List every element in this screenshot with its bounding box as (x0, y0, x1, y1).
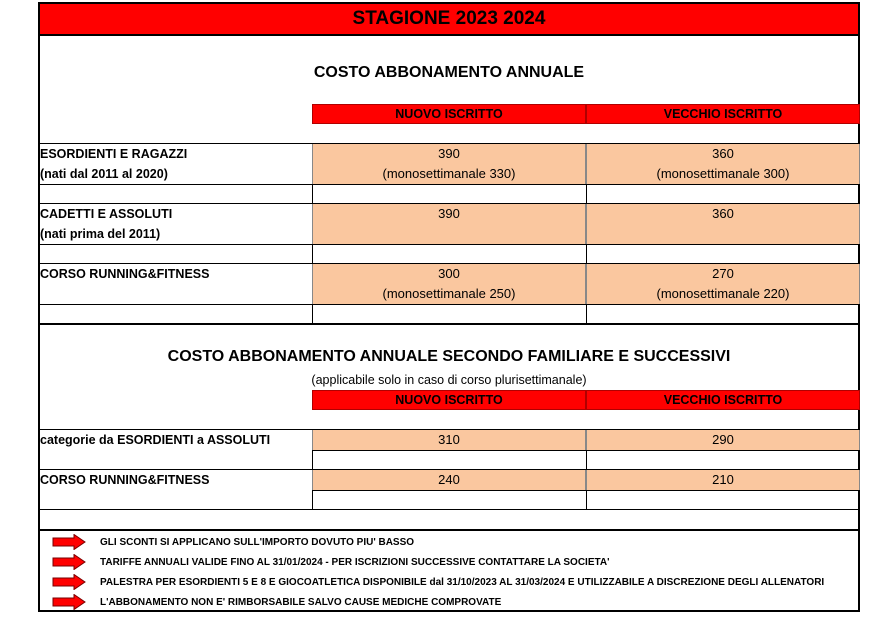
row2-new-cell (312, 204, 586, 244)
row-divider (38, 244, 860, 245)
row2-label-sub: (nati prima del 2011) (40, 227, 161, 241)
row3-old-mono: (monosettimanale 220) (656, 286, 790, 301)
row1-old-cell (586, 144, 860, 184)
section2-header-old: VECCHIO ISCRITTO (586, 390, 860, 410)
section2-title: COSTO ABBONAMENTO ANNUALE SECONDO FAMILIARE E SUCCESSIVI (167, 348, 731, 365)
cell-divider (586, 244, 587, 264)
note-row (52, 573, 824, 591)
note-text: GLI SCONTI SI APPLICANO SULL'IMPORTO DOVUTO PIU' BASSO (100, 536, 415, 548)
cell-divider (586, 184, 587, 204)
row1-new-mono: (monosettimanale 330) (382, 166, 516, 181)
cell-divider (586, 450, 587, 469)
cell-divider (586, 490, 587, 509)
section2-note: (applicabile solo in caso di corso plurisettimanale) (311, 373, 587, 387)
row-divider (38, 184, 860, 185)
cell-divider (312, 184, 313, 204)
row-divider (38, 509, 860, 510)
cell-divider (312, 490, 313, 509)
section1-header-old: VECCHIO ISCRITTO (586, 104, 860, 124)
row2-old-cell (586, 204, 860, 244)
note-text: TARIFFE ANNUALI VALIDE FINO AL 31/01/2024 - PER ISCRIZIONI SUCCESSIVE CONTATTARE LA SOCIETA' (100, 556, 610, 568)
row3-new-cell (312, 264, 586, 304)
red-arrow-icon (52, 534, 86, 550)
row2-old-price: 360 (712, 206, 734, 221)
section1-header-new: NUOVO ISCRITTO (312, 104, 586, 124)
row3-new-price: 300 (438, 266, 460, 281)
row1-new-cell (312, 144, 586, 184)
s2-row2-old-cell: 210 (586, 470, 860, 490)
row3-label (40, 264, 209, 284)
section-divider (38, 323, 860, 325)
s2-row1-old-cell: 290 (586, 430, 860, 450)
red-arrow-icon (52, 574, 86, 590)
cell-divider (586, 304, 587, 323)
cell-divider (312, 450, 313, 469)
row2-new-price: 390 (438, 206, 460, 221)
row1-new-price: 390 (438, 146, 460, 161)
row2-label (40, 204, 172, 244)
row1-label-sub: (nati dal 2011 al 2020) (40, 167, 168, 181)
cell-divider (312, 304, 313, 323)
row3-old-cell (586, 264, 860, 304)
red-arrow-icon (52, 554, 86, 570)
section-divider (38, 529, 860, 531)
s2-row2-label: CORSO RUNNING&FITNESS (40, 473, 210, 487)
note-row (52, 553, 609, 571)
row1-old-price: 360 (712, 146, 734, 161)
season-title: STAGIONE 2023 2024 (38, 2, 860, 36)
section2-header-new: NUOVO ISCRITTO (312, 390, 586, 410)
price-sheet (38, 0, 860, 612)
s2-row1-new-cell: 310 (312, 430, 586, 450)
row-divider (38, 304, 860, 305)
row2-label-main: CADETTI E ASSOLUTI (40, 207, 173, 221)
s2-row2-new-cell: 240 (312, 470, 586, 490)
red-arrow-icon (52, 594, 86, 610)
row1-old-mono: (monosettimanale 300) (656, 166, 790, 181)
note-text: PALESTRA PER ESORDIENTI 5 E 8 E GIOCOATLETICA DISPONIBILE dal 31/10/2023 AL 31/03/2024 E UTILIZZABILE A DISCREZIONE DEGLI ALLENATORI (100, 576, 825, 588)
row3-old-price: 270 (712, 266, 734, 281)
row3-new-mono: (monosettimanale 250) (382, 286, 516, 301)
note-row (52, 533, 414, 551)
row1-label (40, 144, 187, 184)
row1-label-main: ESORDIENTI E RAGAZZI (40, 147, 188, 161)
note-row (52, 593, 501, 611)
row3-label-main: CORSO RUNNING&FITNESS (40, 267, 210, 281)
note-text: L'ABBONAMENTO NON E' RIMBORSABILE SALVO CAUSE MEDICHE COMPROVATE (100, 596, 502, 608)
s2-row1-label: categorie da ESORDIENTI a ASSOLUTI (40, 433, 271, 447)
cell-divider (312, 244, 313, 264)
section1-title: COSTO ABBONAMENTO ANNUALE (313, 64, 585, 81)
